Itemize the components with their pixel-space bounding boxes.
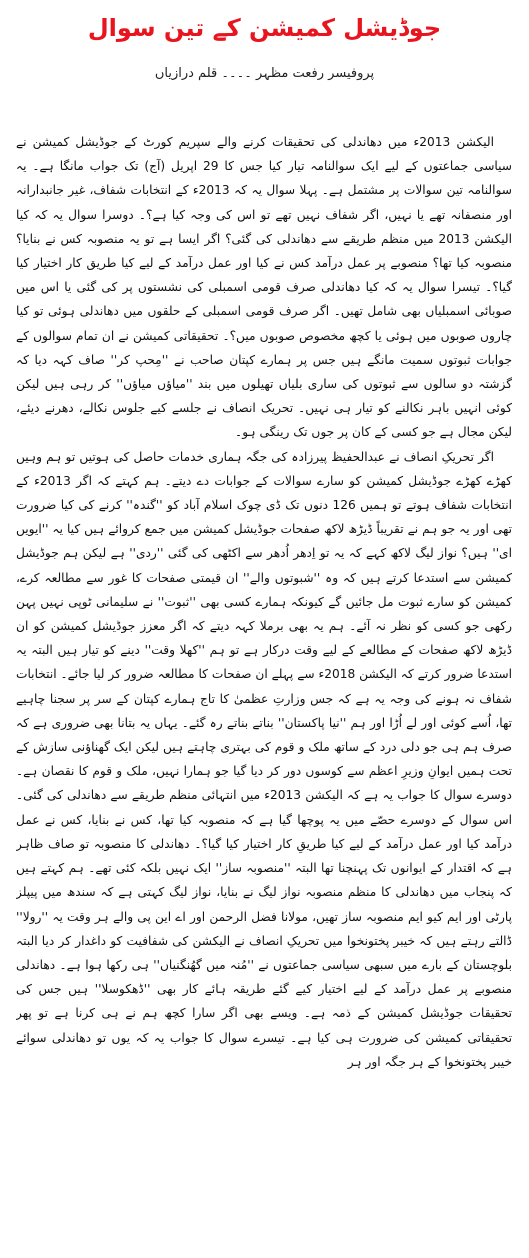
article-title: جوڈیشل کمیشن کے تین سوال bbox=[87, 14, 442, 42]
article-paragraph: اگر تحریکِ انصاف نے عبدالحفیظ پیرزادہ کی جگہ ہماری خدمات حاصل کی ہوتیں تو ہم وہیں کھڑے کھڑے جوڈیشل کمیشن کو سارے سوالات کے جوابات دے دیتے۔ ہم کہتے کہ اگر 2013ء کے انتخابات شفاف ہوتے تو ہمیں 126 دنوں تک ڈی چوک اسلام آباد کو ''گندہ'' کرنے کی کیا ضرورت تھی اور یہ جو ہم نے تقریباً ڈیڑھ لاکھ صفحات جوڈیشل کمیشن میں جمع کروائے ہیں کیا یہ ''ایویں ای'' ہیں؟ نواز لیگ لاکھ کہے کہ یہ تو اِدھر اُدھر سے اکٹھی کی گئی ''ردی'' ہے لیکن ہم جوڈیشل کمیشن سے استدعا کرتے ہیں کہ وہ ''شبوتوں والے'' ان قیمتی صفحات کا غور سے مطالعہ کرے، کمیشن کو سارے ثبوت مل جائیں گے کیونکہ ہمارے کسی بھی ''ثبوت'' نے سلیمانی ٹوپی نہیں پہن رکھی جو کسی کو نظر نہ آئے۔ ہم یہ بھی برملا کہہ دیتے کہ اگر معزز جوڈیشل کمیشن کو ان ڈیڑھ لاکھ صفحات کے مطالعے کے لیے وقت درکار ہے تو ہم ''کھلا وقت'' دینے کو تیار ہیں البتہ یہ استدعا ضرور کرتے کہ الیکشن 2018ء سے پہلے ان صفحات کا مطالعہ ضرور کر لیا جائے۔ انتخابات شفاف نہ ہونے کی وجہ یہ ہے کہ جس وزارتِ عظمیٰ کا تاج ہمارے کپتان کے سر پر سجنا چاہیے تھا، اُسے کوئی اور لے اُڑا اور ہم ''نیا پاکستان'' بناتے بناتے رہ گئے۔ یہاں یہ بتانا بھی ضروری ہے کہ صرف ہم ہی جو دلی درد کے ساتھ ملک و قوم کی بہتری چاہتے ہیں لیکن ایک گھناؤنی سازش کے تحت ہمیں ایوانِ وزیرِ اعظم سے کوسوں دور کر دیا گیا جو ہمارا نہیں، ملک و قوم کا نقصان ہے۔ دوسرے سوال کا جواب یہ ہے کہ الیکشن 2013ء میں انتہائی منظم طریقے سے دھاندلی کی گئی۔ اس سوال کے دوسرے حصّے میں یہ پوچھا گیا ہے کہ منصوبہ کیا تھا، کس نے بنایا، کس نے عمل درآمد کیا اور عمل درآمد کے لیے کیا طریقِ کار اختیار کیا گیا؟۔ دھاندلی کا منصوبہ تو صاف ظاہر ہے کہ اقتدار کے ایوانوں تک پہنچنا تھا البتہ ''منصوبہ ساز'' ایک نہیں بلکہ کئی تھے۔ ہم کہتے ہیں کہ پنجاب میں دھاندلی کا منظم منصوبہ نواز لیگ نے بنایا، نواز لیگ کہتی ہے کہ سندھ میں پیپلز پارٹی اور ایم کیو ایم منصوبہ ساز تھیں، مولانا فضل الرحمن اور اے این پی والے ہر وقت یہ ''رولا'' ڈالتے رہتے ہیں کہ خیبر پختونخوا میں تحریکِ انصاف نے الیکشن کی شفافیت کو داغدار کر دیا البتہ بلوچستان کے بارے میں سبھی سیاسی جماعتوں نے ''مُنہ میں گھُنگنیاں'' ہی رکھا ہوا ہے۔ دھاندلی منصوبے پر عمل درآمد کے لیے اختیار کیے گئے طریقہ ہائے کار بھی ''ڈھکوسلا'' ہیں جس کی تحقیقات جوڈیشل کمیشن کے ذمہ ہے۔ ویسے بھی اگر سارا کچھ ہم نے ہی کرنا ہے تو پھر تحقیقاتی کمیشن کی ضرورت ہی کیا ہے۔ تیسرے سوال کا جواب یہ کہ یوں تو دھاندلی سوائے خیبر پختونخوا کے ہر جگہ اور ہر bbox=[16, 449, 512, 1069]
article-paragraph: الیکشن 2013ء میں دھاندلی کی تحقیقات کرنے والے سپریم کورٹ کے جوڈیشل کمیشن نے سیاسی جماعتوں کے لیے ایک سوالنامہ تیار کیا جس کا 29 اپریل (آج) تک جواب مانگا ہے۔ یہ سوالنامہ تین سوالات پر مشتمل ہے۔ پہلا سوال یہ کہ 2013ء کے انتخابات شفاف، غیر جانبدارانہ اور منصفانہ تھے یا نہیں، اگر شفاف نہیں تھے تو اس کی وجہ کیا ہے؟۔ دوسرا سوال یہ کہ کیا الیکشن 2013 میں منظم طریقے سے دھاندلی کی گئی؟ اگر ایسا ہے تو یہ منصوبہ کس نے بنایا؟ منصوبہ کیا تھا؟ منصوبے پر عمل درآمد کس نے کیا اور عمل درآمد کے لیے کیا طریق کار اختیار کیا گیا؟۔ تیسرا سوال یہ کہ کیا دھاندلی صرف قومی اسمبلی کی نشستوں پر کی گئی یا اس میں صوبائی اسمبلیاں بھی شامل تھیں۔ اگر صرف قومی اسمبلی کے حلقوں میں دھاندلی ہوئی تو کیا چاروں صوبوں میں ہوئی یا کچھ مخصوص صوبوں میں؟۔ تحقیقاتی کمیشن نے ان تمام سوالوں کے جوابات ثبوتوں سمیت مانگے ہیں جس پر ہمارے کپتان صاحب نے ''مِحپ کر'' صاف کہہ دیا کہ گزشتہ دو سالوں سے ثبوتوں کی ساری بلیاں تھیلوں میں بند ''میاؤں میاؤں'' کر رہی ہیں لیکن کوئی انہیں باہر نکالنے کو تیار ہی نہیں۔ تحریک انصاف نے جلسے کیے جلوس نکالے، دھرنے دیئے، لیکن مجال ہے جو کسی کے کان پر جوں تک رینگی ہو۔ bbox=[16, 135, 512, 440]
article-byline: پروفیسر رفعت مظہر ۔۔۔۔ قلم درازیاں bbox=[154, 66, 375, 81]
article-body bbox=[16, 130, 512, 1250]
